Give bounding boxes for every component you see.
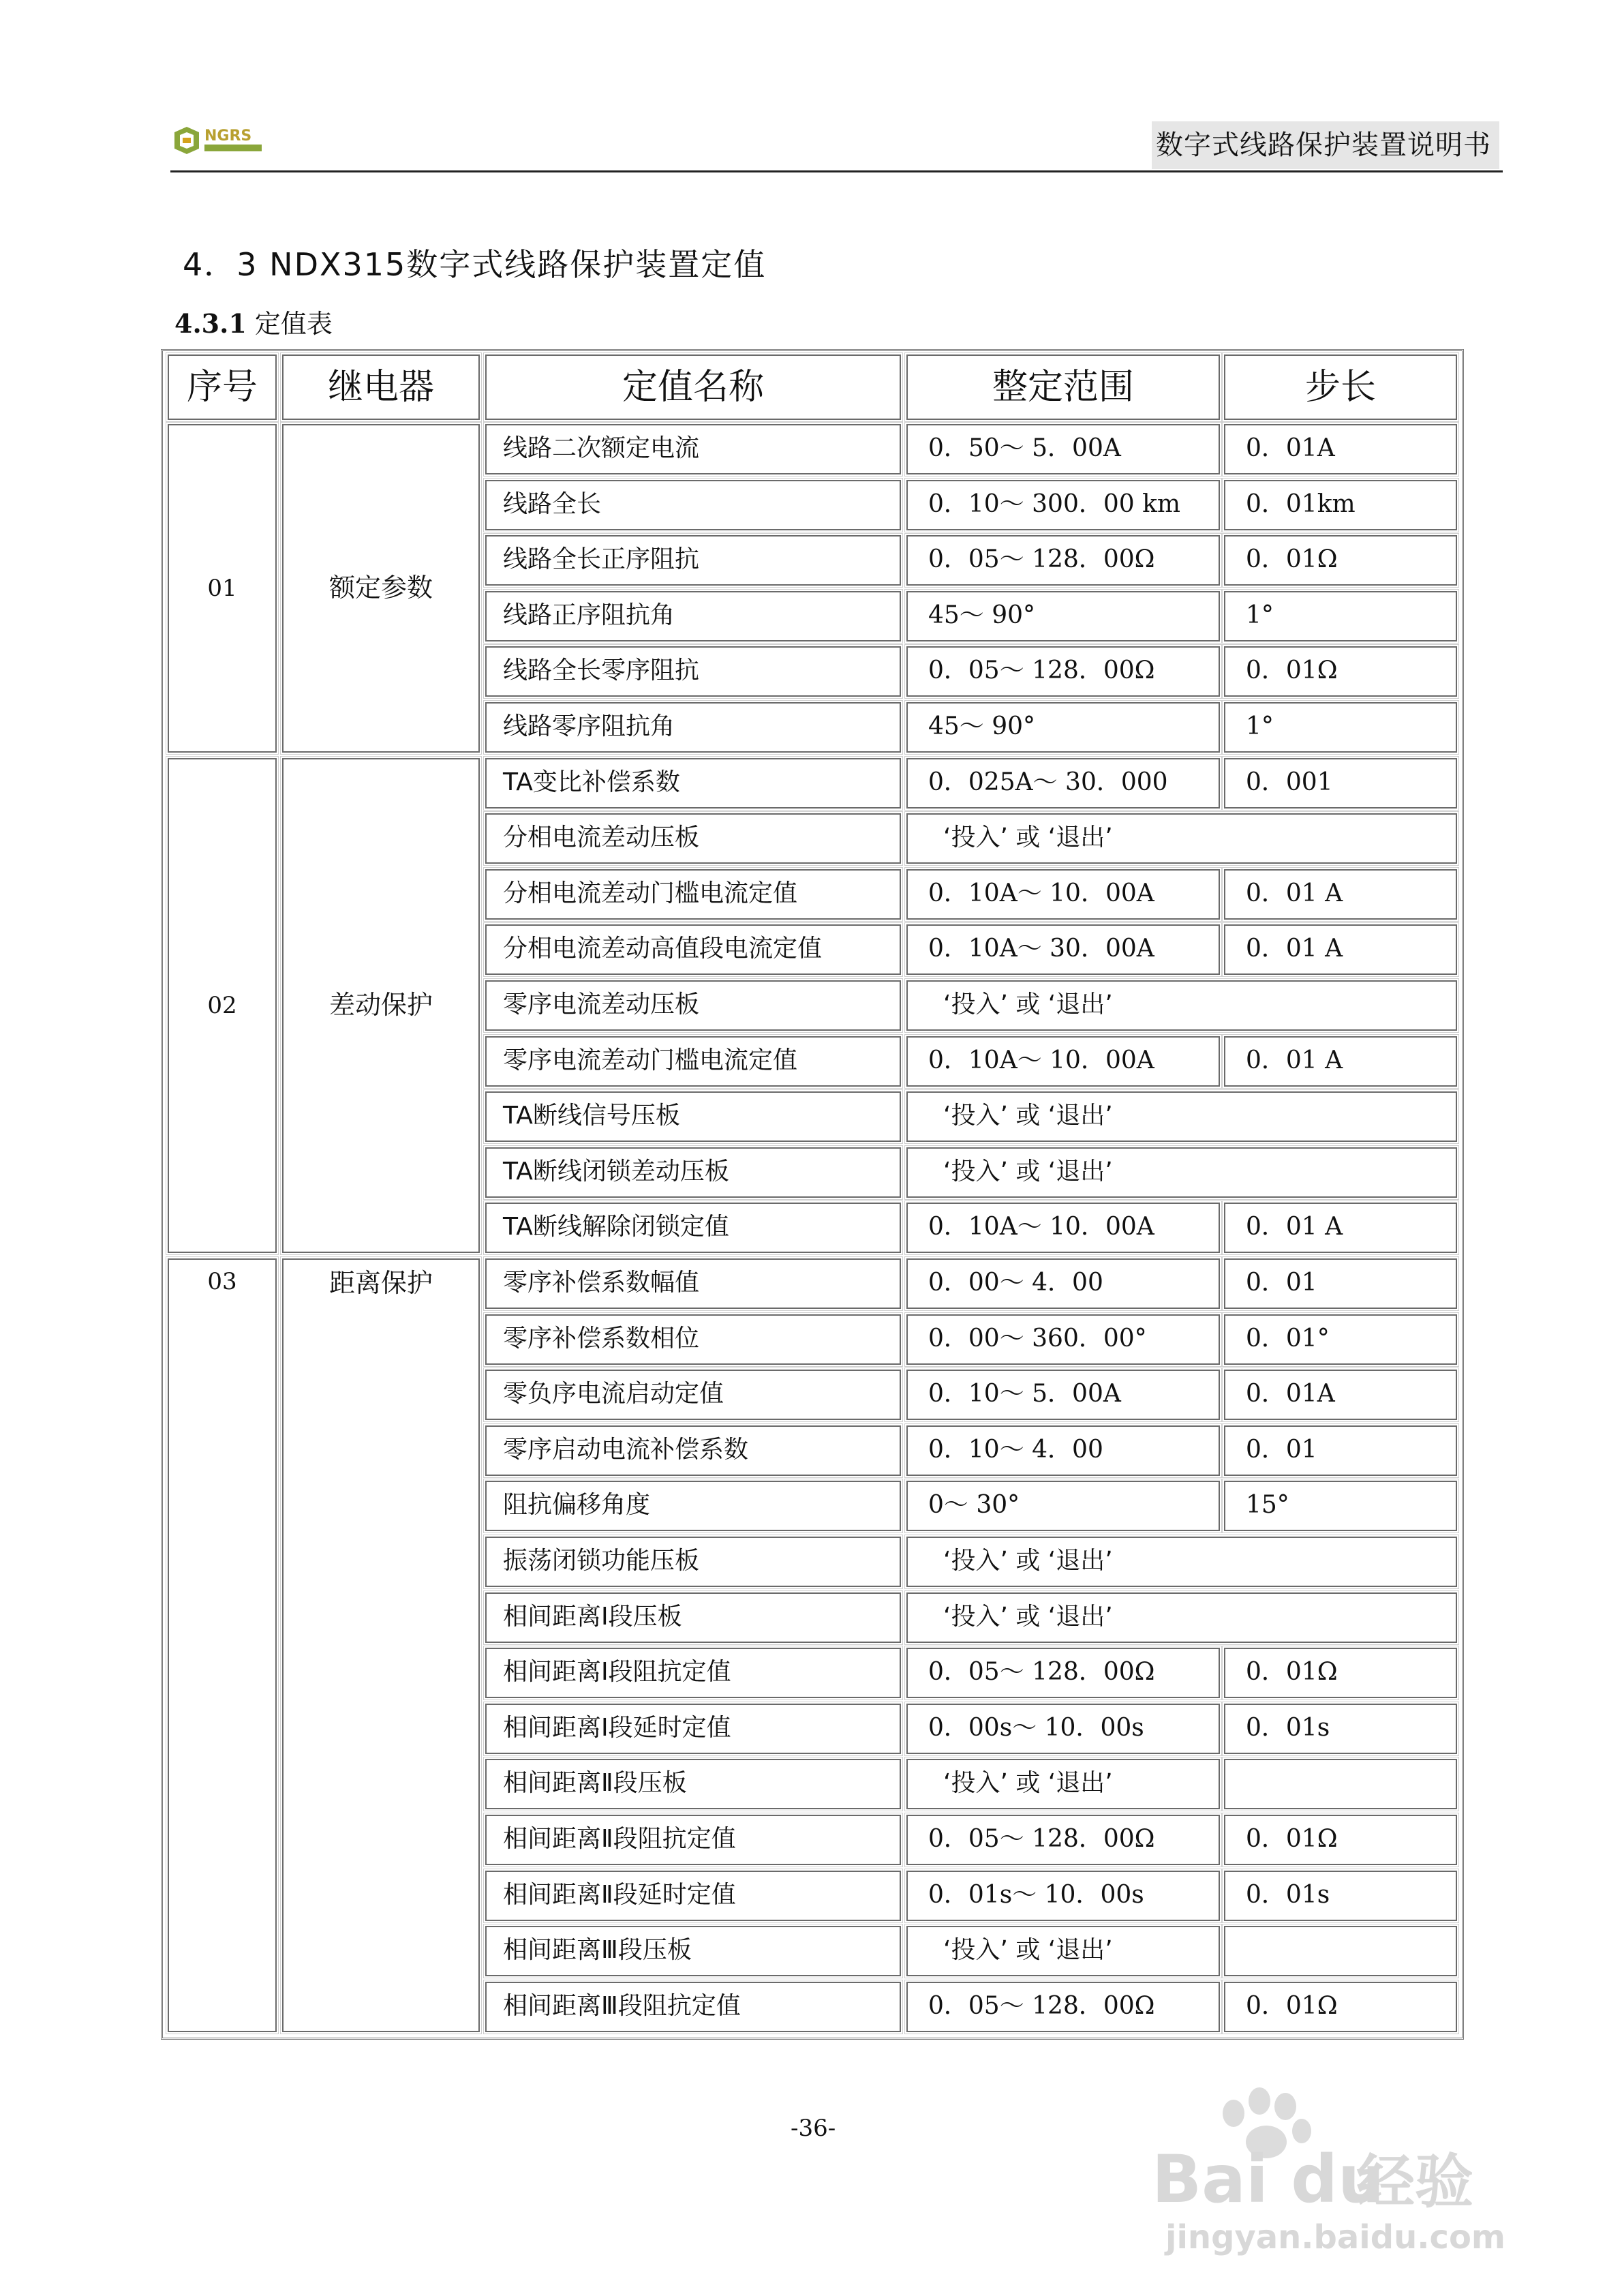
setting-name: 零负序电流启动定值 xyxy=(485,1370,901,1420)
subsection-label: 定值表 xyxy=(254,309,333,339)
setting-name: 零序启动电流补偿系数 xyxy=(485,1425,901,1476)
setting-name: 线路零序阻抗角 xyxy=(485,702,901,753)
company-logo xyxy=(172,123,264,158)
setting-range: 0．50～ 5．00A xyxy=(906,424,1220,474)
document-title: 数字式线路保护装置说明书 xyxy=(1152,121,1499,169)
setting-name: 相间距离Ⅰ段阻抗定值 xyxy=(485,1648,901,1698)
setting-step: 0．01 xyxy=(1224,1258,1457,1309)
setting-step: 0．01 xyxy=(1224,1425,1457,1476)
group-relay: 距离保护 xyxy=(328,1268,433,1298)
group-relay-cell xyxy=(282,424,480,753)
setting-name: 相间距离Ⅰ段延时定值 xyxy=(485,1704,901,1754)
section-title: 4．3 NDX315数字式线路保护装置定值 xyxy=(183,246,767,283)
setting-step: 0．01s xyxy=(1224,1704,1457,1754)
watermark-url: jingyan.baidu.com xyxy=(1165,2218,1505,2256)
watermark-brand-cn: 经验 xyxy=(1356,2148,1473,2216)
group-number: 02 xyxy=(207,991,237,1019)
setting-range: 0．05～ 128．00Ω xyxy=(906,535,1220,586)
setting-range: 0．05～ 128．00Ω xyxy=(906,1815,1220,1865)
group-number: 01 xyxy=(207,574,237,602)
setting-name: TA断线解除闭锁定值 xyxy=(485,1203,901,1253)
setting-options: ‘投入’ 或 ‘退出’ xyxy=(906,1926,1220,1976)
setting-range: 0．10A～ 10．00A xyxy=(906,1036,1220,1087)
setting-step: 0．01km xyxy=(1224,480,1457,530)
setting-name: 分相电流差动高值段电流定值 xyxy=(485,924,901,975)
setting-range: 45～ 90° xyxy=(906,702,1220,753)
setting-name: 阻抗偏移角度 xyxy=(485,1481,901,1531)
setting-range: 0．05～ 128．00Ω xyxy=(906,1648,1220,1698)
setting-step: 0．01° xyxy=(1224,1314,1457,1365)
setting-range: 0．10A～ 10．00A xyxy=(906,869,1220,920)
setting-options: ‘投入’ 或 ‘退出’ xyxy=(906,1147,1457,1198)
setting-name: TA变比补偿系数 xyxy=(485,758,901,809)
setting-range: 0．10～ 300．00 km xyxy=(906,480,1220,530)
setting-name: 线路正序阻抗角 xyxy=(485,591,901,641)
setting-name: 线路全长 xyxy=(485,480,901,530)
setting-step: 0．01Ω xyxy=(1224,646,1457,697)
setting-step: 0．01A xyxy=(1224,1370,1457,1420)
setting-name: 相间距离Ⅱ段延时定值 xyxy=(485,1871,901,1921)
setting-name: 线路全长正序阻抗 xyxy=(485,535,901,586)
setting-range: 0．025A～ 30．000 xyxy=(906,758,1220,809)
setting-options: ‘投入’ 或 ‘退出’ xyxy=(906,1759,1220,1809)
setting-step: 0．01s xyxy=(1224,1871,1457,1921)
setting-range: 0．10A～ 10．00A xyxy=(906,1203,1220,1253)
setting-step: 0．01Ω xyxy=(1224,1815,1457,1865)
setting-range: 0．00s～ 10．00s xyxy=(906,1704,1220,1754)
watermark-brand: Bai du xyxy=(1152,2141,1385,2218)
group-number-cell xyxy=(168,424,277,753)
setting-name: TA断线信号压板 xyxy=(485,1091,901,1142)
setting-step: 0．01 A xyxy=(1224,869,1457,920)
subsection-title xyxy=(174,303,333,340)
group-relay-cell xyxy=(282,1258,480,2032)
group-number: 03 xyxy=(207,1268,237,1295)
setting-name: 相间距离Ⅱ段阻抗定值 xyxy=(485,1815,901,1865)
setting-name: 相间距离Ⅰ段压板 xyxy=(485,1592,901,1643)
setting-name: 振荡闭锁功能压板 xyxy=(485,1537,901,1587)
setting-name: 零序补偿系数相位 xyxy=(485,1314,901,1365)
setting-name: 线路全长零序阻抗 xyxy=(485,646,901,697)
baidu-watermark xyxy=(1152,2066,1533,2270)
page-number: -36- xyxy=(791,2115,836,2142)
setting-step: 0．01 A xyxy=(1224,1203,1457,1253)
setting-name: 分相电流差动门槛电流定值 xyxy=(485,869,901,920)
setting-step: 1° xyxy=(1224,591,1457,641)
setting-range: 0．10A～ 30．00A xyxy=(906,924,1220,975)
setting-step-empty xyxy=(1224,1926,1457,1976)
setting-options: ‘投入’ 或 ‘退出’ xyxy=(906,1091,1457,1142)
group-number-cell xyxy=(168,758,277,1254)
header-divider xyxy=(170,170,1503,172)
group-relay-cell xyxy=(282,758,480,1254)
setting-step: 0．01 A xyxy=(1224,924,1457,975)
setting-range: 0．10～ 4．00 xyxy=(906,1425,1220,1476)
setting-range: 0．00～ 360．00° xyxy=(906,1314,1220,1365)
header-setting-name: 定值名称 xyxy=(485,354,901,420)
setting-step: 0．01A xyxy=(1224,424,1457,474)
setting-name: 相间距离Ⅲ段压板 xyxy=(485,1926,901,1976)
group-relay: 差动保护 xyxy=(328,990,433,1021)
setting-step: 0．01Ω xyxy=(1224,1648,1457,1698)
setting-name: 零序电流差动压板 xyxy=(485,980,901,1031)
setting-options: ‘投入’ 或 ‘退出’ xyxy=(906,813,1457,864)
header-step: 步长 xyxy=(1224,354,1457,420)
setting-step: 15° xyxy=(1224,1481,1457,1531)
setting-step: 0．001 xyxy=(1224,758,1457,809)
group-relay: 额定参数 xyxy=(328,573,433,603)
setting-options: ‘投入’ 或 ‘退出’ xyxy=(906,980,1457,1031)
setting-step: 0．01 A xyxy=(1224,1036,1457,1087)
setting-step: 0．01Ω xyxy=(1224,1982,1457,2032)
setting-range: 0～ 30° xyxy=(906,1481,1220,1531)
group-number-cell xyxy=(168,1258,277,2032)
setting-range: 0．05～ 128．00Ω xyxy=(906,646,1220,697)
setting-name: 零序电流差动门槛电流定值 xyxy=(485,1036,901,1087)
setting-name: 线路二次额定电流 xyxy=(485,424,901,474)
setting-name: 相间距离Ⅲ段阻抗定值 xyxy=(485,1982,901,2032)
setting-range: 45～ 90° xyxy=(906,591,1220,641)
setting-range: 0．01s～ 10．00s xyxy=(906,1871,1220,1921)
header-seq: 序号 xyxy=(168,354,277,420)
setting-step: 1° xyxy=(1224,702,1457,753)
setting-range: 0．05～ 128．00Ω xyxy=(906,1982,1220,2032)
setting-name: TA断线闭锁差动压板 xyxy=(485,1147,901,1198)
setting-step-empty xyxy=(1224,1759,1457,1809)
setting-step: 0．01Ω xyxy=(1224,535,1457,586)
setting-name: 零序补偿系数幅值 xyxy=(485,1258,901,1309)
subsection-number: 4.3.1 xyxy=(174,308,247,339)
header-range: 整定范围 xyxy=(906,354,1220,420)
setting-range: 0．00～ 4．00 xyxy=(906,1258,1220,1309)
setting-name: 相间距离Ⅱ段压板 xyxy=(485,1759,901,1809)
setting-options: ‘投入’ 或 ‘退出’ xyxy=(906,1537,1457,1587)
header-relay: 继电器 xyxy=(282,354,480,420)
setting-options: ‘投入’ 或 ‘退出’ xyxy=(906,1592,1457,1643)
logo-text: NGRS xyxy=(204,127,252,145)
setting-range: 0．10～ 5．00A xyxy=(906,1370,1220,1420)
setting-name: 分相电流差动压板 xyxy=(485,813,901,864)
